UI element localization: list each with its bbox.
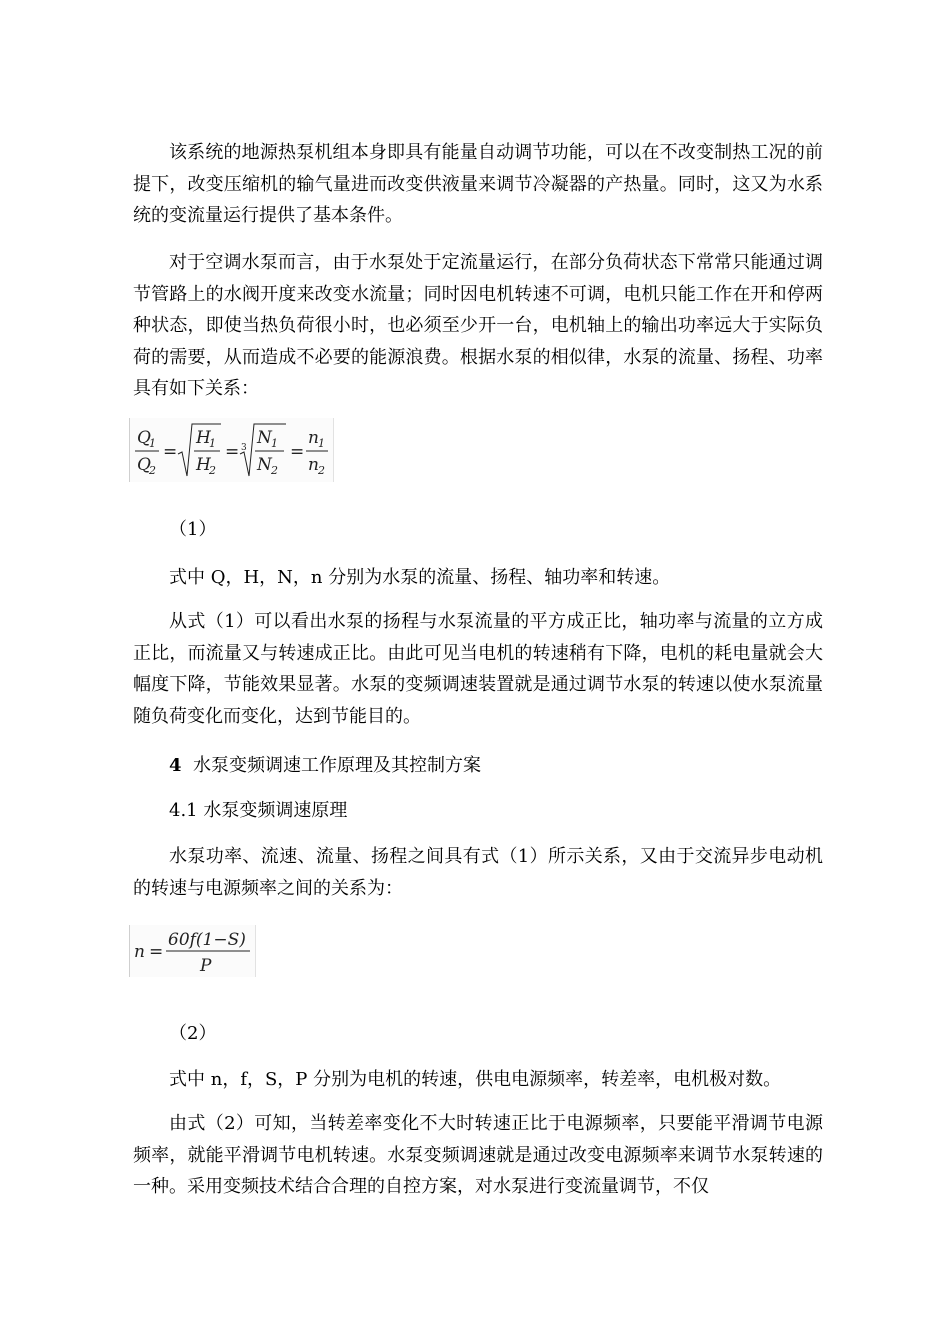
formula1-h2-sub: 2 [209, 464, 216, 477]
paragraph-pump-constant-flow: 对于空调水泵而言，由于水泵处于定流量运行，在部分负荷状态下常常只能通过调节管路上的水阀开度来改变水流量；同时因电机转速不可调，电机只能工作在开和停两种状态，即使当热负荷很小时，也必须至少开一台，电机轴上的输出功率远大于实际负荷的需要，从而造成不必要的能源浪费。根据水泵的相似律，水泵的流量、扬程、功率具有如下关系： [133, 252, 823, 399]
formula1-q1: Q [137, 428, 151, 448]
formula1-q1-sub: 1 [149, 437, 156, 450]
formula1-r1: n [308, 428, 319, 448]
formula1-root-index: 3 [241, 443, 247, 453]
formula1-n-up1: N [257, 428, 272, 448]
formula2-denominator: P [200, 956, 212, 976]
formula1-r2-sub: 2 [318, 464, 325, 477]
formula1-equals-3: = [290, 442, 305, 462]
formula1-r2: n [308, 455, 319, 475]
paragraph-symbol-definitions-2: 式中 n，f，S，P 分别为电机的转速，供电电源频率，转差率，电机极对数。 [169, 1069, 782, 1090]
formula1-h2: H [196, 455, 211, 475]
formula1-r1-sub: 1 [318, 437, 325, 450]
equation-number-1: （1） [169, 519, 217, 540]
formula-similarity-law [129, 418, 334, 482]
formula1-n-up1-sub: 1 [271, 437, 278, 450]
section-heading-text: 水泵变频调速工作原理及其控制方案 [192, 755, 481, 776]
formula1-h1-sub: 1 [209, 437, 216, 450]
formula-motor-speed-graphic [130, 925, 255, 977]
formula2-numerator: 60f(1−S) [168, 930, 246, 950]
formula1-n-up2: N [257, 455, 272, 475]
formula1-n-up2-sub: 2 [271, 464, 278, 477]
section-heading-4 [169, 750, 481, 782]
formula1-q2-sub: 2 [149, 464, 156, 477]
formula1-equals-2: = [225, 442, 240, 462]
paragraph-frequency-control: 由式（2）可知，当转差率变化不大时转速正比于电源频率，只要能平滑调节电源频率，就能平滑调节电机转速。水泵变频调速就是通过改变电源频率来调节水泵转速的一种。采用变频技术结合合理的自控方案，对水泵进行变流量调节，不仅 [133, 1113, 823, 1197]
paragraph-symbol-definitions-1: 式中 Q，H，N，n 分别为水泵的流量、扬程、轴功率和转速。 [169, 567, 671, 588]
formula1-h1: H [196, 428, 211, 448]
formula-motor-speed [129, 925, 256, 977]
section-heading-number: 4 [169, 755, 182, 776]
equation-number-2: （2） [169, 1023, 217, 1044]
paragraph-heat-pump-regulation: 该系统的地源热泵机组本身即具有能量自动调节功能，可以在不改变制热工况的前提下，改变压缩机的输气量进而改变供液量来调节冷凝器的产热量。同时，这又为水系统的变流量运行提供了基本条件。 [133, 142, 823, 226]
formula2-lhs: n [134, 942, 145, 962]
formula2-equals: = [149, 942, 164, 962]
formula-similarity-law-graphic [130, 418, 333, 482]
paragraph-motor-speed-relation: 水泵功率、流速、流量、扬程之间具有式（1）所示关系，又由于交流异步电动机的转速与电源频率之间的关系为： [133, 846, 823, 899]
formula1-equals-1: = [163, 442, 178, 462]
paragraph-similarity-explanation: 从式（1）可以看出水泵的扬程与水泵流量的平方成正比，轴功率与流量的立方成正比，而流量又与转速成正比。由此可见当电机的转速稍有下降，电机的耗电量就会大幅度下降，节能效果显著。水泵的变频调速装置就是通过调节水泵的转速以使水泵流量随负荷变化而变化，达到节能目的。 [133, 611, 823, 727]
formula1-q2: Q [137, 455, 151, 475]
subsection-heading-4-1: 4.1 水泵变频调速原理 [169, 800, 348, 821]
